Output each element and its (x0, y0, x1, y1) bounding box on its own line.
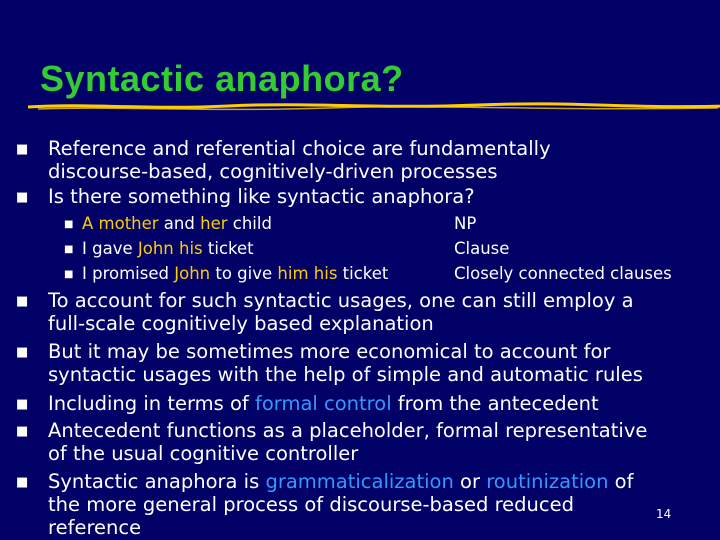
example-label: Clause (454, 239, 510, 258)
title-underline-decoration (28, 100, 720, 114)
example-label: NP (454, 214, 477, 233)
bullet-text: To account for such syntactic usages, one can still employ a (48, 289, 634, 312)
bullet-text: reference (48, 516, 142, 539)
page-number: 14 (656, 507, 672, 521)
example-label: Closely connected clauses (454, 264, 672, 283)
bullet-marker: ■ (16, 294, 29, 309)
bullet-marker: ■ (16, 142, 29, 157)
bullet-text: Antecedent functions as a placeholder, formal representative (48, 419, 648, 442)
bullet-text: of the usual cognitive controller (48, 442, 359, 465)
bullet-text: Reference and referential choice are fundamentally (48, 137, 551, 160)
sub-bullet-marker: ■ (64, 219, 74, 230)
bullet-text: Syntactic anaphora is grammaticalization or routinization of (48, 470, 634, 493)
bullet-text: Is there something like syntactic anaphora? (48, 185, 475, 208)
bullet-marker: ■ (16, 190, 29, 205)
example-text: I gave John his ticket (82, 239, 254, 258)
bullet-marker: ■ (16, 397, 29, 412)
bullet-text: full-scale cognitively based explanation (48, 312, 434, 335)
bullet-text: the more general process of discourse-based reduced (48, 493, 575, 516)
bullet-marker: ■ (16, 345, 29, 360)
example-text: A mother and her child (82, 214, 272, 233)
sub-bullet-marker: ■ (64, 244, 74, 255)
bullet-marker: ■ (16, 424, 29, 439)
bullet-text: discourse-based, cognitively-driven processes (48, 160, 498, 183)
bullet-text: But it may be sometimes more economical to account for (48, 340, 611, 363)
bullet-marker: ■ (16, 475, 29, 490)
bullet-text: Including in terms of formal control from the antecedent (48, 392, 599, 415)
sub-bullet-marker: ■ (64, 269, 74, 280)
example-text: I promised John to give him his ticket (82, 264, 389, 283)
page-title: Syntactic anaphora? (40, 58, 404, 99)
bullet-text: syntactic usages with the help of simple and automatic rules (48, 363, 643, 386)
